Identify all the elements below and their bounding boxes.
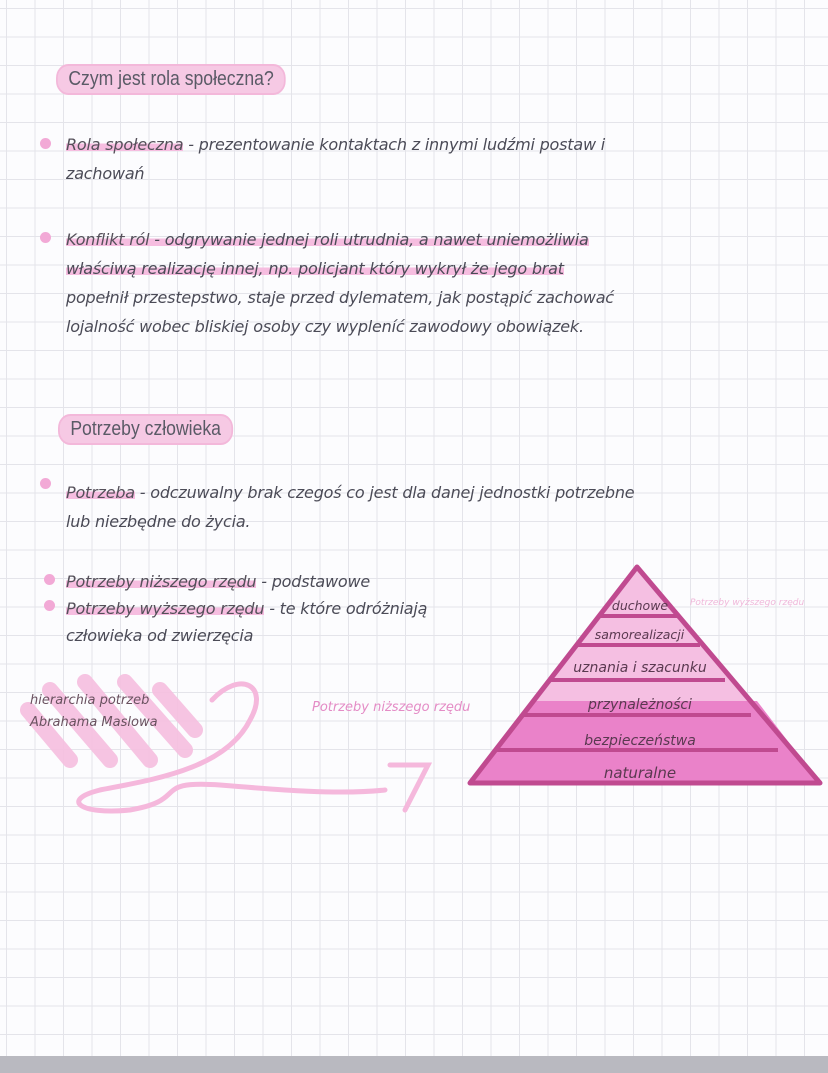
pyramid-level-safety: bezpieczeństwa [584, 733, 696, 749]
label-lower-needs: Potrzeby niższego rzędu [312, 700, 471, 715]
definition-need [66, 478, 806, 536]
definition-role-conflict [66, 225, 806, 341]
text-line: właściwą realizację innej, np. policjant który wykrył że jego brat [66, 259, 564, 278]
bullet-icon [40, 138, 51, 149]
pyramid-level-self-actualization: samorealizacji [594, 627, 685, 642]
text-line: lojalność wobec bliskiej osoby czy wypleníć zawodowy obowiązek. [66, 317, 584, 336]
decorative-scribble [0, 660, 520, 830]
text-line: - odgrywanie jednej roli utrudnia, a nawet uniemożliwia [149, 230, 589, 249]
maslow-pyramid [460, 560, 828, 792]
text-line: - odczuwalny brak czegoś co jest dla danej jednostki potrzebne [134, 483, 635, 502]
maslow-caption [30, 690, 158, 734]
text-line: - podstawowe [256, 572, 371, 591]
term: Potrzeby niższego rzędu [66, 572, 257, 591]
text-line: zachowań [66, 164, 145, 183]
text-line: - te które odróżniają [264, 599, 428, 618]
arrow-head-icon [390, 765, 428, 810]
pyramid-level-belonging: przynależności [588, 697, 692, 713]
text-line: Abrahama Maslowa [30, 715, 158, 730]
text-line: człowieka od zwierzęcia [66, 626, 254, 645]
text-line: hierarchia potrzeb [30, 693, 150, 708]
pyramid-level-physiological: naturalne [603, 764, 677, 782]
pyramid-level-esteem: uznania i szacunku [573, 660, 707, 676]
bullet-icon [44, 574, 55, 585]
text-line: - prezentowanie kontaktach z innymi ludźmi postaw i [183, 135, 605, 154]
page-bottom-edge [0, 1056, 828, 1073]
term: Rola społeczna [66, 135, 184, 154]
bullet-icon [40, 232, 51, 243]
text-line: lub niezbędne do życia. [66, 512, 251, 531]
bullet-icon [44, 600, 55, 611]
definition-social-role [66, 130, 786, 188]
bullet-icon [40, 478, 51, 489]
text-line: popełnił przestepstwo, staje przed dylematem, jak postąpić zachować [66, 288, 614, 307]
term: Potrzeby wyższego rzędu [66, 599, 265, 618]
heading-human-needs: Potrzeby człowieka [58, 414, 233, 445]
label-higher-needs: Potrzeby wyższego rzędu [690, 598, 805, 608]
term: Konflikt ról [66, 230, 150, 249]
term: Potrzeba [66, 483, 135, 502]
heading-social-role: Czym jest rola społeczna? [56, 64, 286, 95]
pyramid-level-spiritual: duchowe [611, 598, 669, 613]
